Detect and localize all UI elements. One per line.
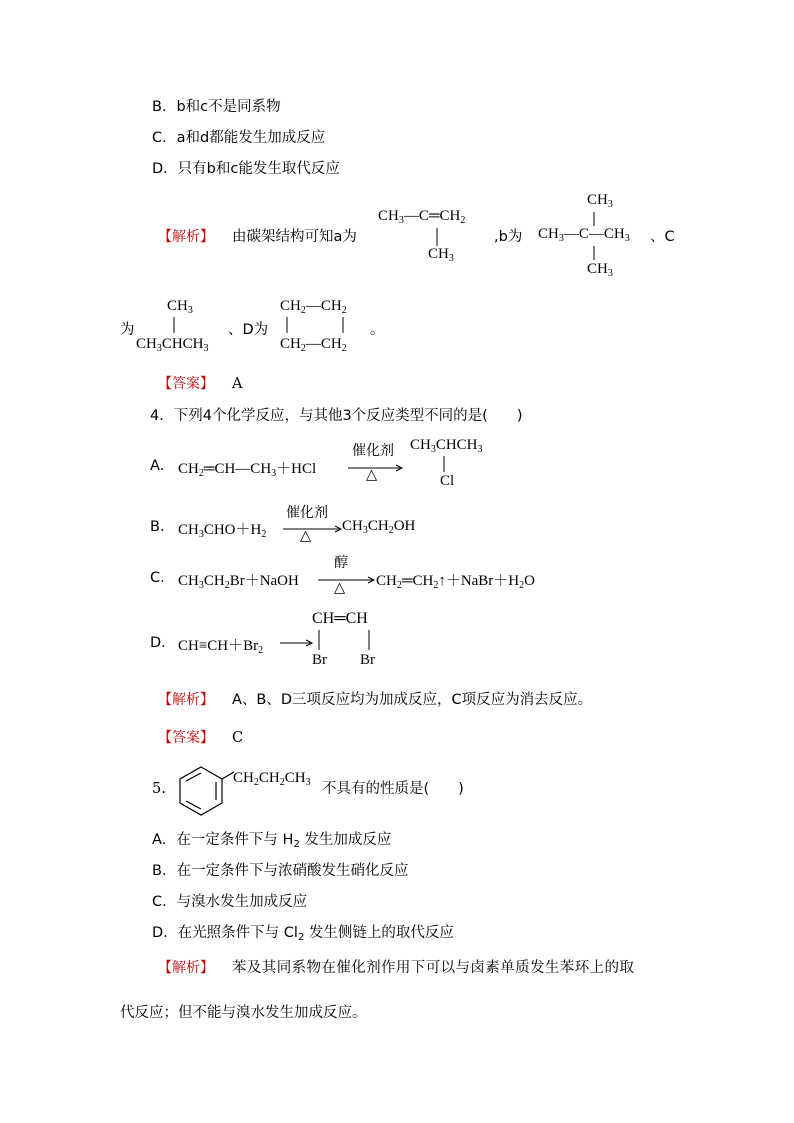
q4-d-product-right: Br: [360, 652, 375, 668]
analysis-tag: 【解析】: [158, 229, 214, 245]
q5-analysis-line2: 代反应；但不能与溴水发生加成反应。: [120, 1005, 367, 1021]
analysis-lead: 由碳架结构可知a为: [232, 229, 357, 245]
q5-substituent: $CH_2CH_2CH_3$: [233, 770, 311, 788]
q5-stem-tail: 不具有的性质是( ): [322, 781, 464, 797]
q4-b-condition-top: 催化剂: [286, 505, 328, 521]
q4-answer-tag: 【答案】: [158, 730, 214, 746]
q4-b-product: $CH_3CH_2OH$: [342, 518, 416, 536]
q4-analysis-text: A、B、D三项反应均为加成反应，C项反应为消去反应。: [232, 692, 593, 708]
analysis-tail: 、C: [650, 229, 675, 245]
q4-d-product-left: Br: [312, 652, 327, 668]
q5-analysis-tag: 【解析】: [158, 960, 214, 976]
structure-d-bottom: $CH_2—CH_2$: [280, 336, 347, 354]
q5-option-c: C．与溴水发生加成反应: [152, 894, 308, 910]
analysis-line2-end: 。: [370, 322, 385, 338]
structure-b-main: $CH_3—C—CH_3$: [538, 226, 630, 244]
analysis-line2-mid: 、D为: [228, 322, 269, 338]
q4-c-reactants: $CH_3CH_2Br+NaOH$: [178, 573, 299, 591]
answer-value: A: [232, 376, 243, 392]
q4-b-condition-bottom: △: [300, 528, 312, 544]
q4-a-product-top: $CH_3CHCH_3$: [410, 437, 483, 455]
q5-option-a: A．在一定条件下与 $H_2$ 发生加成反应: [152, 832, 392, 850]
answer-tag: 【答案】: [158, 376, 214, 392]
structure-b-top: $CH_3$: [587, 192, 613, 210]
q4-stem: 4．下列4个化学反应，与其他3个反应类型不同的是( ): [150, 408, 523, 424]
q4-d-product-top: CH═CH: [312, 610, 368, 627]
q4-a-product-bottom: Cl: [440, 473, 455, 489]
q4-d-reactants: $CH\equiv CH+Br_2$: [178, 638, 264, 656]
structure-c-main: $CH_3CHCH_3$: [136, 336, 209, 354]
option-b: B．b和c不是同系物: [152, 99, 281, 115]
structure-a-main: $CH_3—C═CH_2$: [378, 208, 466, 226]
q5-number: 5.: [152, 781, 166, 797]
structure-a-branch: $CH_3$: [428, 246, 454, 264]
q4-a-reactants: $CH_2═CH—CH_3+HCl$: [178, 461, 317, 479]
structure-d-top: $CH_2—CH_2$: [280, 298, 347, 316]
q5-analysis-line1: 苯及其同系物在催化剂作用下可以与卤素单质发生苯环上的取: [232, 960, 635, 976]
analysis-line2-start: 为: [120, 322, 135, 338]
q4-a-condition-top: 催化剂: [352, 443, 394, 459]
structure-b-bottom: $CH_3$: [587, 261, 613, 279]
q5-option-b: B．在一定条件下与浓硝酸发生硝化反应: [152, 863, 409, 879]
option-c: C．a和d都能发生加成反应: [152, 130, 326, 146]
option-d: D．只有b和c能发生取代反应: [152, 161, 340, 177]
q4-a-condition-bottom: △: [366, 467, 378, 483]
analysis-mid: ,b为: [494, 229, 523, 245]
q4-answer-value: C: [232, 730, 244, 746]
q4-analysis-tag: 【解析】: [158, 692, 214, 708]
q4-c-product: $CH_2═CH_2↑+NaBr+H_2O$: [376, 573, 535, 591]
benzene-ring-icon: [176, 765, 236, 817]
q4-c-condition-top: 醇: [334, 555, 348, 571]
q4-b-reactants: $CH_3CHO+H_2$: [178, 522, 267, 540]
q4-c-condition-bottom: △: [334, 580, 346, 596]
structure-c-top: $CH_3$: [167, 298, 193, 316]
q5-option-d: D．在光照条件下与 $Cl_2$ 发生侧链上的取代反应: [152, 925, 454, 943]
